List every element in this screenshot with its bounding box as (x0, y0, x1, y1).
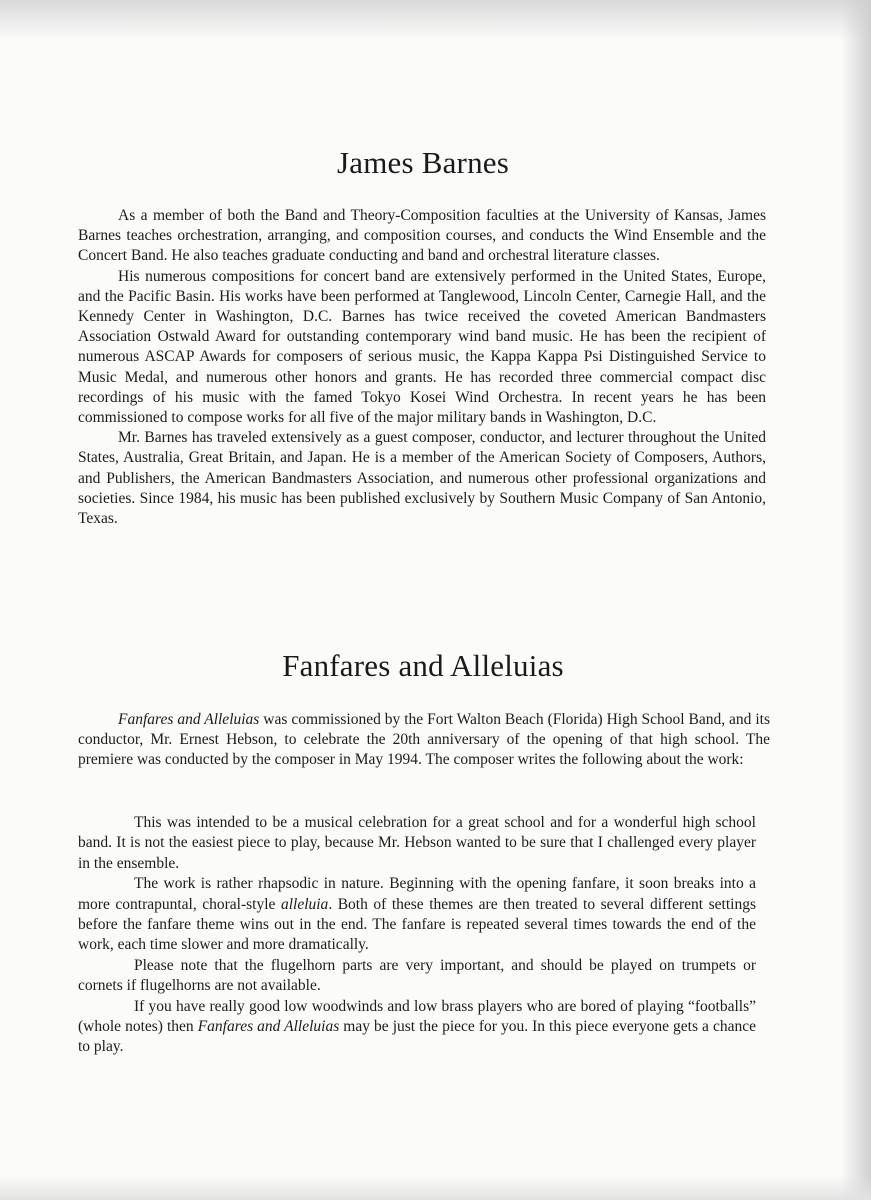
quote-paragraph-4 (78, 997, 756, 1058)
intro-text: was commissioned by the Fort Walton Beach (Florida) High School Band, and its conductor, Mr. Ernest Hebson, to celebrate the 20th anniversary of the opening of that high school. The premiere was conducted by the composer in May 1994. The composer writes the following about the work: (78, 711, 771, 769)
quote-paragraph-2 (78, 874, 756, 956)
quote-paragraph-3: Please note that the flugelhorn parts are very important, and should be played on trumpets or cornets if flugelhorns are not available. (78, 956, 756, 995)
barnes-biography (78, 206, 766, 529)
page-right-shadow (841, 0, 871, 1200)
composer-quote (78, 813, 756, 1058)
quote-4-work-title: Fanfares and Alleluias (197, 1018, 340, 1036)
bio-paragraph-1: As a member of both the Band and Theory-Composition faculties at the University of Kansas, James Barnes teaches orchestration, arranging, and composition courses, and conducts the Wind Ensemble and the Concert Band. He also teaches graduate conducting and band and orchestral literature classes. (78, 207, 766, 265)
bio-paragraph-3: Mr. Barnes has traveled extensively as a guest composer, conductor, and lecturer throughout the United States, Australia, Great Britain, and Japan. He is a member of the American Society of Composers, Authors, and Publishers, the American Bandmasters Association, and numerous other professional organizations and societies. Since 1984, his music has been published exclusively by Southern Music Company of San Antonio, Texas. (78, 429, 766, 528)
intro-paragraph (78, 710, 770, 771)
section-title-fanfares: Fanfares and Alleluias (282, 648, 564, 683)
quote-2-text-a: The work is rather rhapsodic in nature. Beginning with the opening fanfare, it soon breaks into a more contrapuntal, choral-style (78, 875, 756, 913)
quote-paragraph-1: This was intended to be a musical celebration for a great school and for a wonderful high school band. It is not the easiest piece to play, because Mr. Hebson wanted to be sure that I challenged every player in the ensemble. (78, 814, 756, 872)
bio-paragraph-2: His numerous compositions for concert band are extensively performed in the United States, Europe, and the Pacific Basin. His works have been performed at Tanglewood, Lincoln Center, Carnegie Hall, and the Kennedy Center in Washington, D.C. Barnes has twice received the coveted American Bandmasters Association Ostwald Award for outstanding contemporary wind band music. He has been the recipient of numerous ASCAP Awards for composers of serious music, the Kappa Kappa Psi Distinguished Service to Music Medal, and numerous other honors and grants. He has recorded three commercial compact disc recordings of his music with the famed Tokyo Kosei Wind Orchestra. In recent years he has been commissioned to compose works for all five of the major military bands in Washington, D.C. (78, 267, 766, 427)
quote-4-text-b: may be just the piece for you. In this piece everyone gets a chance to play. (78, 1018, 756, 1056)
quote-2-text-b: . Both of these themes are then treated to several different settings before the fanfare theme wins out in the end. The fanfare is repeated several times towards the end of the work, each time slower and more dramatically. (78, 895, 756, 954)
quote-2-emphasis: alleluia (280, 895, 329, 913)
work-title: Fanfares and Alleluias (118, 711, 260, 728)
quote-4-text-a: If you have really good low woodwinds and low brass players who are bored of playing “footballs” (whole notes) then (78, 997, 756, 1036)
section-title-barnes: James Barnes (337, 145, 509, 180)
document-page (78, 0, 771, 1200)
fanfares-introduction (78, 710, 770, 771)
